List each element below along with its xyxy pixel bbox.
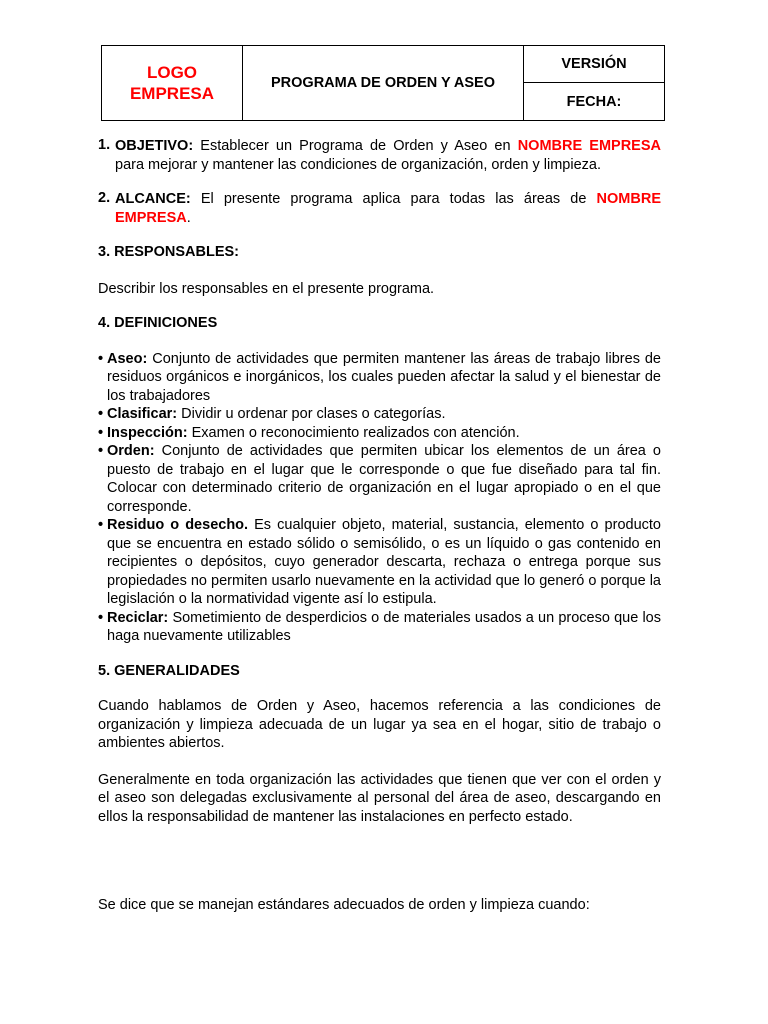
bullet-icon: • [98,350,104,367]
list-item [98,609,661,646]
section-alcance [98,190,661,227]
alcance-text-before: El presente programa aplica para todas las áreas de [190,191,597,207]
alcance-text-after: . [186,209,191,226]
company-logo-placeholder [102,62,242,104]
objetivo-text-after: para mejorar y mantener las condiciones de organización, orden y limpieza. [115,156,602,173]
list-item [98,424,661,443]
list-item [98,516,661,609]
bullet-icon: • [98,517,104,533]
responsables-heading: 3. RESPONSABLES: [98,244,239,260]
date-label: FECHA: [524,83,665,121]
definition-term: Residuo o desecho. [107,517,249,533]
alcance-paragraph [115,190,661,227]
version-label: VERSIÓN [524,46,665,83]
bullet-icon: • [98,406,104,422]
definition-term: Clasificar: [107,406,178,422]
definitions-list [98,350,661,646]
logo-line-2: EMPRESA [129,84,215,103]
definition-text: Dividir u ordenar por clases o categorías. [177,406,446,422]
generalidades-heading: 5. GENERALIDADES [98,662,240,679]
bullet-icon: • [98,424,104,441]
definiciones-heading: 4. DEFINICIONES [98,315,218,331]
company-name-placeholder: NOMBRE EMPRESA [517,138,661,154]
generalidades-paragraph-2: Generalmente en toda organización las actividades que tienen que ver con el orden y el aseo son delegadas exclusivamente al personal del área de aseo, descargando en ellos la responsabilidad de mantener las instalaciones en perfecto estado. [98,771,661,825]
generalidades-paragraph-3: Se dice que se manejan estándares adecuados de orden y limpieza cuando: [98,897,590,913]
definition-text: Sometimiento de desperdicios o de materiales usados a un proceso que los haga nuevamente utilizables [107,609,661,644]
section-number: 2. [98,190,111,206]
list-item [98,350,661,406]
definition-term: Inspección: [107,424,188,441]
alcance-heading: ALCANCE: [115,191,191,207]
section-objetivo [98,137,661,174]
document-title: PROGRAMA DE ORDEN Y ASEO [243,46,524,121]
document-body [98,137,661,915]
objetivo-text-before: Establecer un Programa de Orden y Aseo en [193,138,518,154]
document-header-table [101,45,665,121]
generalidades-paragraph-1: Cuando hablamos de Orden y Aseo, hacemos referencia a las condiciones de organización y limpieza adecuada de un lugar ya sea en el hogar, sitio de trabajo o ambientes abiertos. [98,698,661,751]
bullet-icon: • [98,443,104,459]
definition-text: Es cualquier objeto, material, sustancia, elemento o producto que se encuentra en estado sólido o semisólido, o es un líquido o gas contenido en recipientes o depósitos, cuyo generador descarta, rechaza o entrega porque sus propiedades no permiten usarlo nuevamente en la actividad que lo generó o porque la legislación o la normatividad vigente así lo estipula. [107,517,661,607]
section-number: 1. [98,137,111,153]
definition-text: Examen o reconocimiento realizados con atención. [187,424,520,441]
definition-term: Aseo: [107,350,148,367]
definition-text: Conjunto de actividades que permiten ubicar los elementos de un área o puesto de trabajo en el lugar que le corresponde o que fue diseñado para tal fin. Colocar con determinado criterio de organización en el lugar apropiado o en el que corresponde. [107,443,661,515]
definition-text: Conjunto de actividades que permiten mantener las áreas de trabajo libres de residuos orgánicos e inorgánicos, los cuales pueden afectar la salud y el bienestar de los trabajadores [107,350,661,404]
objetivo-heading: OBJETIVO: [115,138,194,154]
definition-term: Orden: [107,443,155,459]
logo-cell [102,46,243,121]
company-name-placeholder: NOMBRE EMPRESA [115,191,661,226]
objetivo-paragraph [115,137,661,174]
bullet-icon: • [98,609,104,626]
logo-line-1: LOGO [146,63,198,82]
list-item [98,442,661,516]
definition-term: Reciclar: [107,609,169,626]
responsables-text: Describir los responsables en el presente programa. [98,280,435,297]
list-item [98,405,661,424]
